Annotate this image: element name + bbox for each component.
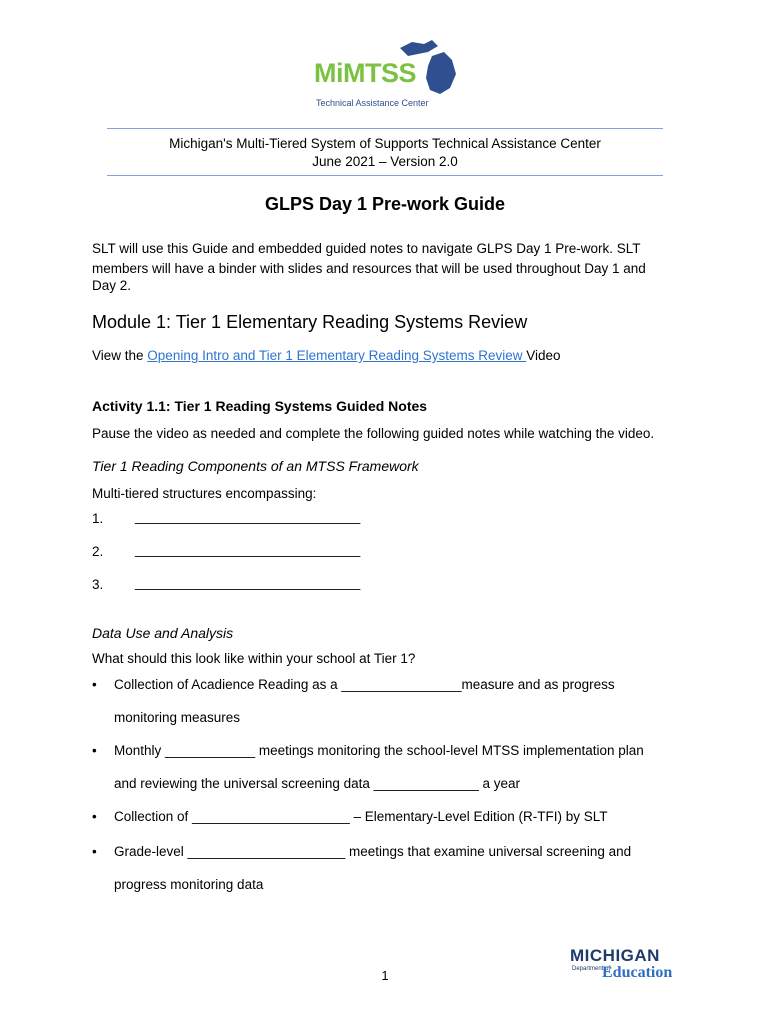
video-link[interactable]: Opening Intro and Tier 1 Elementary Reading Systems Review [147, 348, 527, 363]
intro-line-3: Day 2. [92, 278, 132, 293]
section2-heading: Data Use and Analysis [92, 625, 234, 641]
bullet-4-line-1: Grade-level _____________________ meetings that examine universal screening and [114, 844, 632, 859]
list-number-1: 1. [92, 511, 104, 526]
bottom-rule [107, 175, 663, 176]
video-instruction [92, 346, 682, 366]
activity-instructions: Pause the video as needed and complete the following guided notes while watching the video. [92, 426, 655, 441]
page-title: GLPS Day 1 Pre-work Guide [264, 194, 506, 214]
section1-heading: Tier 1 Reading Components of an MTSS Framework [92, 458, 419, 474]
bullet-icon: • [92, 809, 97, 824]
video-suffix: Video [526, 348, 561, 363]
section2-prompt: What should this look like within your school at Tier 1? [92, 651, 416, 666]
bullet-4-line-2: progress monitoring data [114, 877, 264, 892]
bullet-1-line-1: Collection of Acadience Reading as a ________________measure and as progress [114, 677, 615, 692]
logo-department-text: Department of [572, 966, 611, 972]
bullet-2-line-2: and reviewing the universal screening data ______________ a year [114, 776, 521, 791]
logo-brand: MiMTSS [314, 58, 416, 88]
blank-field-3[interactable]: ______________________________ [135, 575, 361, 590]
logo-subtitle: Technical Assistance Center [316, 98, 429, 108]
bullet-2-line-1: Monthly ____________ meetings monitoring the school-level MTSS implementation plan [114, 743, 644, 758]
intro-line-2: members will have a binder with slides and resources that will be used throughout Day 1 and [92, 261, 646, 276]
logo-education-text: Education [602, 964, 673, 981]
bullet-icon: • [92, 743, 97, 758]
bullet-icon: • [92, 677, 97, 692]
mimtss-logo [300, 38, 465, 112]
bullet-3-line-1: Collection of _____________________ – Elementary-Level Edition (R-TFI) by SLT [114, 809, 608, 824]
module-heading: Module 1: Tier 1 Elementary Reading Systems Review [92, 312, 528, 332]
top-rule [107, 128, 663, 129]
logo-michigan-text: MICHIGAN [570, 946, 660, 965]
list-number-2: 2. [92, 544, 104, 559]
bullet-icon: • [92, 844, 97, 859]
blank-field-2[interactable]: ______________________________ [135, 542, 361, 557]
header-line-2: June 2021 – Version 2.0 [312, 154, 458, 169]
michigan-education-logo [570, 944, 682, 992]
blank-field-1[interactable]: ______________________________ [135, 509, 361, 524]
section1-prompt: Multi-tiered structures encompassing: [92, 486, 317, 501]
activity-heading: Activity 1.1: Tier 1 Reading Systems Guided Notes [92, 398, 428, 414]
bullet-1-line-2: monitoring measures [114, 710, 241, 725]
list-number-3: 3. [92, 577, 104, 592]
page-number: 1 [381, 968, 389, 983]
header-line-1: Michigan's Multi-Tiered System of Supports Technical Assistance Center [169, 136, 601, 151]
intro-line-1: SLT will use this Guide and embedded guided notes to navigate GLPS Day 1 Pre-work. SLT [92, 241, 641, 256]
video-prefix: View the [92, 348, 148, 363]
